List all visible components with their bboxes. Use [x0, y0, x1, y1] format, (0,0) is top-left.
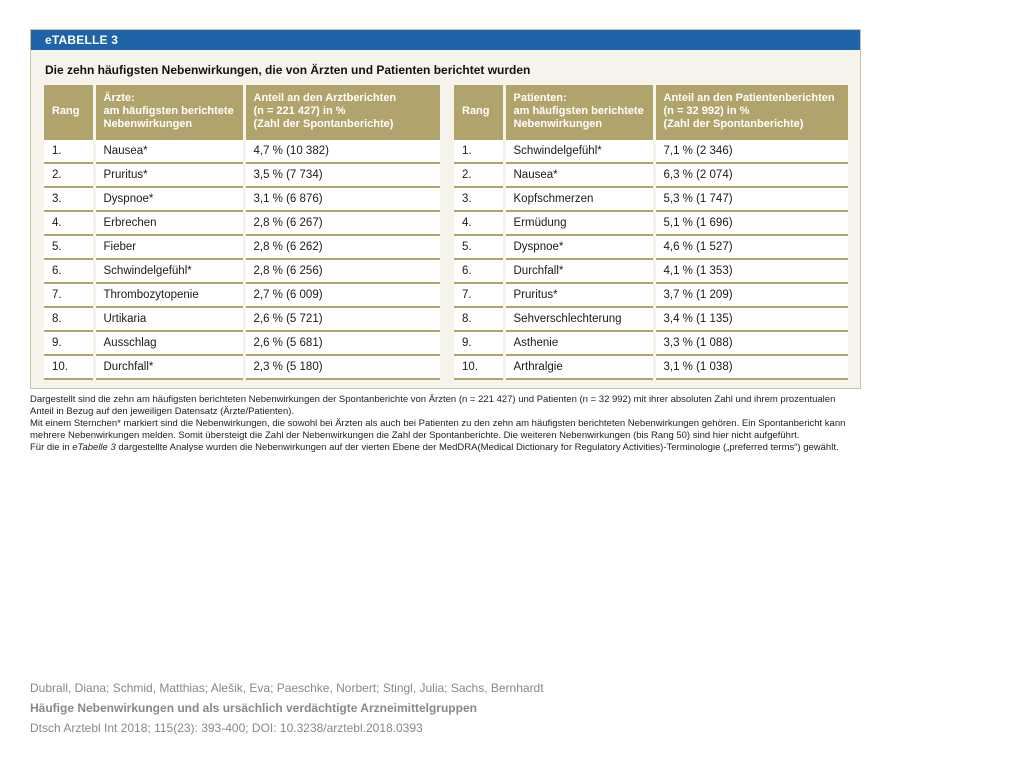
side-effect-cell: Fieber — [94, 235, 244, 259]
share-cell: 5,1 % (1 696) — [654, 211, 848, 235]
table-row — [454, 307, 848, 331]
column-header-rank: Rang — [44, 85, 94, 139]
share-cell: 2,3 % (5 180) — [244, 355, 440, 379]
column-header-share: Anteil an den Patientenberichten (n = 32 992) in % (Zahl der Spontanberichte) — [654, 85, 848, 139]
panel-header: eTABELLE 3 — [31, 30, 860, 50]
rank-cell: 1. — [44, 139, 94, 164]
share-cell: 3,7 % (1 209) — [654, 283, 848, 307]
footnote-3-table-ref: eTabelle 3 — [72, 442, 116, 453]
table-footnotes — [30, 394, 860, 454]
rank-cell: 8. — [454, 307, 504, 331]
table-row — [454, 163, 848, 187]
share-cell: 4,6 % (1 527) — [654, 235, 848, 259]
column-header-side-effects: Patienten: am häufigsten berichtete Nebenwirkungen — [504, 85, 654, 139]
table-row — [454, 331, 848, 355]
table-row — [44, 187, 440, 211]
rank-cell: 6. — [44, 259, 94, 283]
table-row — [44, 235, 440, 259]
table-row — [454, 355, 848, 379]
share-cell: 5,3 % (1 747) — [654, 187, 848, 211]
rank-cell: 3. — [454, 187, 504, 211]
rank-cell: 1. — [454, 139, 504, 164]
column-header-rank: Rang — [454, 85, 504, 139]
table-row — [44, 283, 440, 307]
column-header-side-effects: Ärzte: am häufigsten berichtete Nebenwirkungen — [94, 85, 244, 139]
table-row — [44, 355, 440, 379]
side-effect-cell: Ermüdung — [504, 211, 654, 235]
rank-cell: 7. — [454, 283, 504, 307]
side-effect-cell: Dyspnoe* — [504, 235, 654, 259]
rank-cell: 4. — [454, 211, 504, 235]
table-panel — [30, 29, 861, 389]
share-cell: 7,1 % (2 346) — [654, 139, 848, 164]
side-effect-cell: Dyspnoe* — [94, 187, 244, 211]
table-row — [44, 163, 440, 187]
rank-cell: 5. — [44, 235, 94, 259]
share-cell: 3,1 % (1 038) — [654, 355, 848, 379]
side-effect-cell: Nausea* — [504, 163, 654, 187]
citation — [30, 678, 544, 738]
table-row — [454, 211, 848, 235]
share-cell: 4,1 % (1 353) — [654, 259, 848, 283]
side-effect-cell: Erbrechen — [94, 211, 244, 235]
rank-cell: 2. — [44, 163, 94, 187]
citation-authors: Dubrall, Diana; Schmid, Matthias; Alešik, Eva; Paeschke, Norbert; Stingl, Julia; Sachs, Bernhardt — [30, 681, 544, 695]
rank-cell: 10. — [44, 355, 94, 379]
table-row — [454, 235, 848, 259]
share-cell: 2,8 % (6 262) — [244, 235, 440, 259]
side-effect-cell: Pruritus* — [504, 283, 654, 307]
table-row — [44, 307, 440, 331]
table-row — [44, 139, 440, 164]
rank-cell: 10. — [454, 355, 504, 379]
side-effect-cell: Arthralgie — [504, 355, 654, 379]
share-cell: 2,8 % (6 256) — [244, 259, 440, 283]
share-cell: 3,5 % (7 734) — [244, 163, 440, 187]
side-effect-cell: Ausschlag — [94, 331, 244, 355]
footnote-3 — [30, 442, 860, 454]
share-cell: 2,8 % (6 267) — [244, 211, 440, 235]
share-cell: 2,6 % (5 721) — [244, 307, 440, 331]
side-effect-cell: Schwindelgefühl* — [504, 139, 654, 164]
column-header-share: Anteil an den Arztberichten (n = 221 427) in % (Zahl der Spontanberichte) — [244, 85, 440, 139]
rank-cell: 3. — [44, 187, 94, 211]
side-effect-cell: Sehverschlechterung — [504, 307, 654, 331]
side-effect-cell: Nausea* — [94, 139, 244, 164]
table-row — [454, 259, 848, 283]
share-cell: 2,6 % (5 681) — [244, 331, 440, 355]
physicians-table — [44, 85, 440, 380]
side-effect-cell: Schwindelgefühl* — [94, 259, 244, 283]
side-effect-cell: Durchfall* — [94, 355, 244, 379]
rank-cell: 7. — [44, 283, 94, 307]
side-effect-cell: Thrombozytopenie — [94, 283, 244, 307]
share-cell: 3,1 % (6 876) — [244, 187, 440, 211]
rank-cell: 5. — [454, 235, 504, 259]
panel-title: Die zehn häufigsten Nebenwirkungen, die von Ärzten und Patienten berichtet wurden — [45, 63, 531, 77]
rank-cell: 2. — [454, 163, 504, 187]
patients-table — [454, 85, 848, 380]
rank-cell: 4. — [44, 211, 94, 235]
table-row — [44, 331, 440, 355]
share-cell: 4,7 % (10 382) — [244, 139, 440, 164]
rank-cell: 9. — [454, 331, 504, 355]
share-cell: 3,3 % (1 088) — [654, 331, 848, 355]
share-cell: 3,4 % (1 135) — [654, 307, 848, 331]
table-row — [454, 187, 848, 211]
citation-title: Häufige Nebenwirkungen und als ursächlich verdächtigte Arzneimittelgruppen — [30, 701, 477, 715]
footnote-3-prefix: Für die in — [30, 442, 73, 453]
footnote-2: Mit einem Sternchen* markiert sind die Nebenwirkungen, die sowohl bei Ärzten als auch bei Patienten zu den zehn am häufigsten berichteten Nebenwirkungen gehören. Ein Spontanbericht kann mehrere Nebenwirkungen melden. Somit übersteigt die Zahl der Nebenwirkungen die Zahl der Spontanberichte. Die weiteren Nebenwirkungen (bis Rang 50) sind hier nicht aufgeführt. — [30, 418, 846, 441]
side-effect-cell: Kopfschmerzen — [504, 187, 654, 211]
table-row — [454, 139, 848, 164]
table-row — [44, 211, 440, 235]
share-cell: 2,7 % (6 009) — [244, 283, 440, 307]
side-effect-cell: Asthenie — [504, 331, 654, 355]
table-row — [44, 259, 440, 283]
rank-cell: 6. — [454, 259, 504, 283]
share-cell: 6,3 % (2 074) — [654, 163, 848, 187]
footnote-3-suffix: dargestellte Analyse wurden die Nebenwirkungen auf der vierten Ebene der MedDRA(Medical Dictionary for Regulatory Activities)-Terminologie („preferred terms“) gewählt. — [115, 442, 839, 453]
rank-cell: 8. — [44, 307, 94, 331]
table-row — [454, 283, 848, 307]
rank-cell: 9. — [44, 331, 94, 355]
side-effect-cell: Pruritus* — [94, 163, 244, 187]
side-effect-cell: Durchfall* — [504, 259, 654, 283]
citation-source: Dtsch Arztebl Int 2018; 115(23): 393-400; DOI: 10.3238/arztebl.2018.0393 — [30, 721, 423, 735]
side-effect-cell: Urtikaria — [94, 307, 244, 331]
footnote-1: Dargestellt sind die zehn am häufigsten berichteten Nebenwirkungen der Spontanberichte von Ärzten (n = 221 427) und Patienten (n = 32 992) mit ihrer absoluten Zahl und ihrem prozentualen Anteil in Bezug auf den jeweiligen Datensatz (Ärzte/Patienten). — [30, 394, 836, 417]
